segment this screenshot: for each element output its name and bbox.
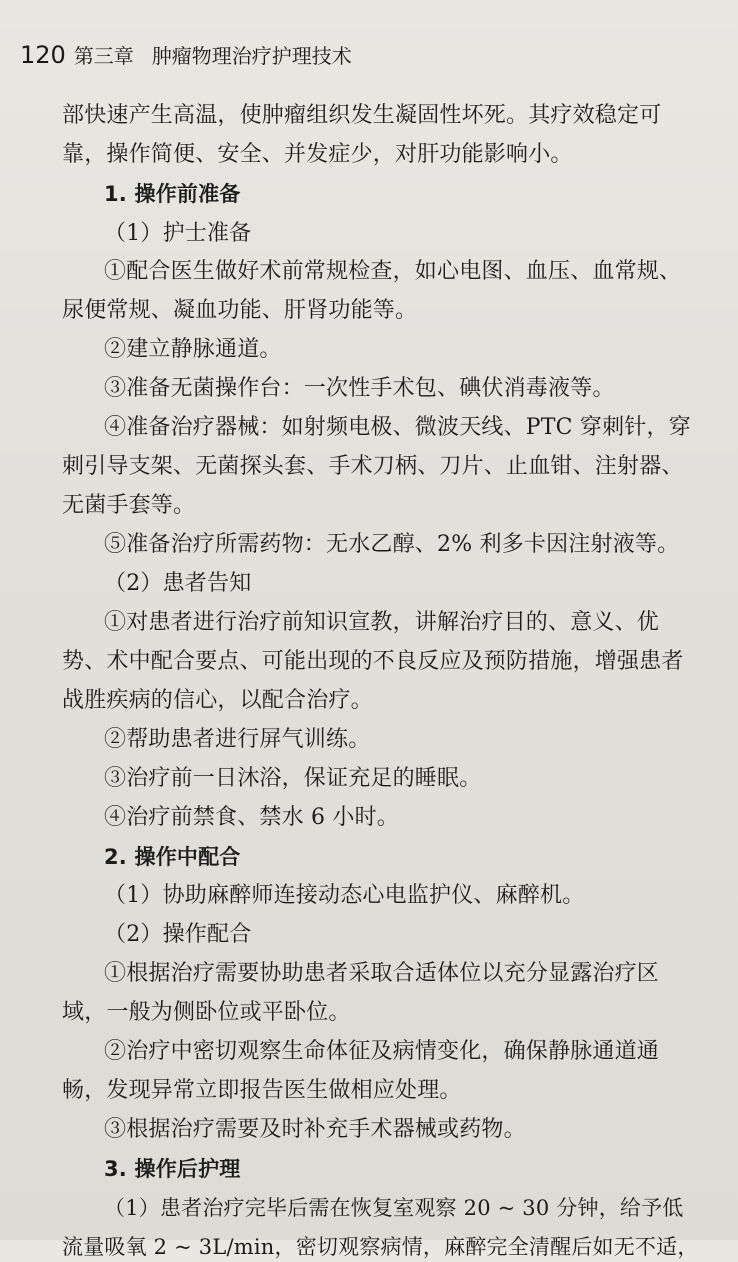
list-item: ②帮助患者进行屏气训练。 [104, 727, 371, 752]
paragraph-line: 流量吸氧 2 ~ 3L/min，密切观察病情，麻醉完全清醒后如无不适， [62, 1235, 699, 1259]
page-number: 120 [20, 41, 66, 69]
list-item-continuation: 战胜疾病的信心，以配合治疗。 [62, 688, 373, 713]
list-item: ④治疗前禁食、禁水 6 小时。 [104, 805, 399, 830]
list-item-continuation: 畅，发现异常立即报告医生做相应处理。 [62, 1078, 462, 1103]
subsection-heading-operation-cooperation: （2）操作配合 [104, 922, 252, 947]
subsection-heading-patient-notice: （2）患者告知 [104, 571, 252, 596]
list-item: ②治疗中密切观察生命体征及病情变化，确保静脉通道通 [104, 1039, 660, 1064]
list-item: ①配合医生做好术前常规检查，如心电图、血压、血常规、 [104, 259, 682, 284]
chapter-label: 第三章 [73, 44, 134, 68]
list-item: ①对患者进行治疗前知识宣教，讲解治疗目的、意义、优 [104, 610, 660, 635]
paragraph-line: 靠，操作简便、安全、并发症少，对肝功能影响小。 [62, 142, 573, 167]
list-item-continuation: 尿便常规、凝血功能、肝肾功能等。 [62, 298, 418, 323]
running-header [20, 40, 352, 76]
list-item: ②建立静脉通道。 [104, 337, 282, 362]
subsection-heading: （1）协助麻醉师连接动态心电监护仪、麻醉机。 [104, 883, 585, 908]
list-item-continuation: 刺引导支架、无菌探头套、手术刀柄、刀片、止血钳、注射器、 [62, 454, 684, 479]
list-item: ⑤准备治疗所需药物：无水乙醇、2% 利多卡因注射液等。 [104, 532, 680, 557]
chapter-title: 肿瘤物理治疗护理技术 [151, 44, 352, 68]
list-item-continuation: 域，一般为侧卧位或平卧位。 [62, 1000, 351, 1025]
list-item-continuation: 无菌手套等。 [62, 493, 196, 518]
section-heading-before-operation: 1. 操作前准备 [104, 182, 241, 206]
list-item: ③准备无菌操作台：一次性手术包、碘伏消毒液等。 [104, 376, 615, 401]
list-item: ④准备治疗器械：如射频电极、微波天线、PTC 穿刺针，穿 [104, 415, 691, 440]
list-item: ③根据治疗需要及时补充手术器械或药物。 [104, 1117, 526, 1142]
list-item: ①根据治疗需要协助患者采取合适体位以充分显露治疗区 [104, 961, 660, 986]
list-item: ③治疗前一日沐浴，保证充足的睡眠。 [104, 766, 482, 791]
section-heading-during-operation: 2. 操作中配合 [104, 845, 241, 869]
paragraph-line: 部快速产生高温，使肿瘤组织发生凝固性坏死。其疗效稳定可 [62, 103, 662, 128]
subsection-heading-nurse-prep: （1）护士准备 [104, 221, 252, 246]
list-item-continuation: 势、术中配合要点、可能出现的不良反应及预防措施，增强患者 [62, 649, 684, 674]
subsection-paragraph: （1）患者治疗完毕后需在恢复室观察 20 ~ 30 分钟，给予低 [104, 1196, 684, 1220]
section-heading-after-operation: 3. 操作后护理 [104, 1157, 241, 1181]
